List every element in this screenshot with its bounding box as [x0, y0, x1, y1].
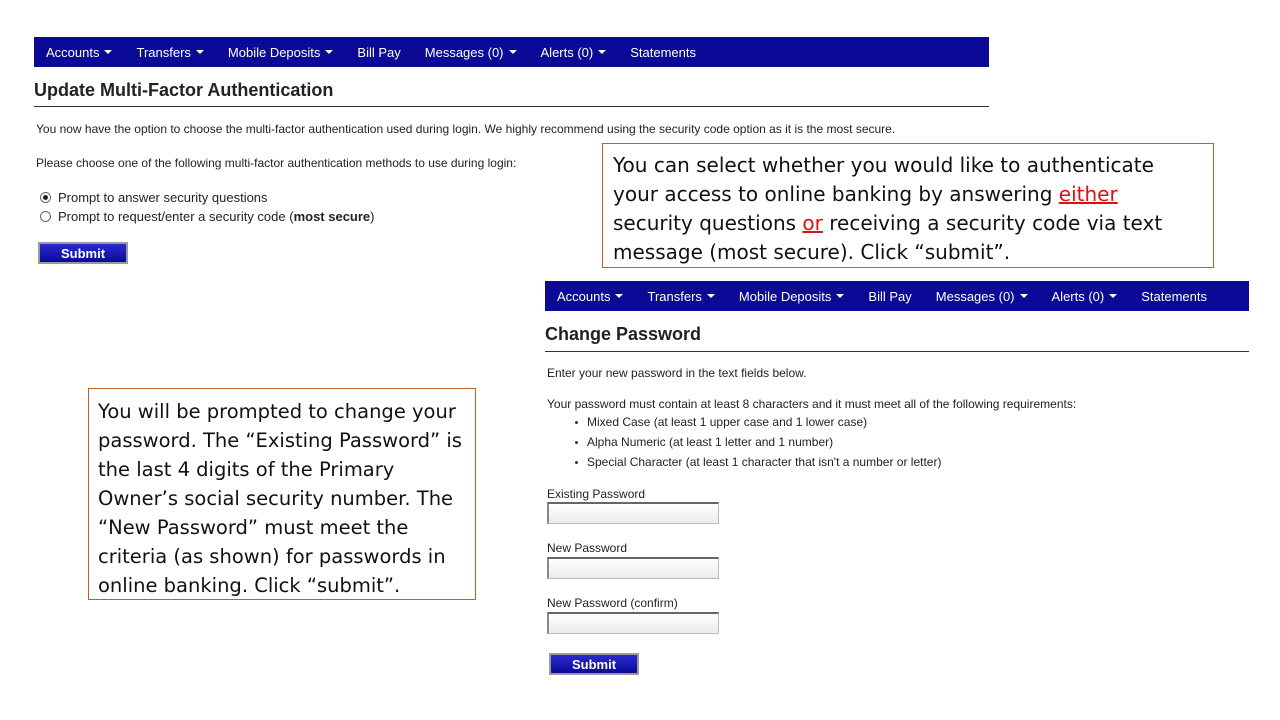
nav-statements[interactable] [1129, 289, 1219, 304]
existing-password-field[interactable] [547, 502, 719, 524]
confirm-password-label: New Password (confirm) [547, 596, 678, 610]
password-intro-text: Enter your new password in the text fields below. [547, 366, 807, 380]
mfa-page-title: Update Multi-Factor Authentication [34, 80, 334, 100]
password-requirements-list [575, 412, 941, 472]
list-item: Special Character (at least 1 character that isn't a number or letter) [575, 452, 941, 472]
nav-label: Statements [1141, 288, 1208, 304]
password-instruction-callout: You will be prompted to change your password. The “Existing Password” is the last 4 digits of the Primary Owner’s social security number. The “New Password” must meet the criteria (as shown) for passwords in online banking. Click “submit”. [88, 388, 476, 600]
nav-label: Transfers [647, 288, 702, 304]
mfa-option-questions[interactable] [40, 190, 268, 205]
password-page-title: Change Password [545, 324, 702, 344]
main-nav-top [34, 37, 989, 67]
caret-down-icon [1109, 294, 1117, 298]
radio-unselected[interactable] [40, 211, 51, 222]
password-submit-button[interactable]: Submit [549, 653, 639, 675]
option-label: Prompt to request/enter a security code (most secure) [58, 209, 375, 224]
existing-password-label: Existing Password [547, 487, 646, 501]
nav-label: Transfers [136, 44, 191, 60]
nav-mobile-deposits[interactable] [216, 45, 346, 60]
mfa-prompt-text: Please choose one of the following multi-factor authentication methods to use during login: [36, 156, 517, 170]
nav-transfers[interactable] [635, 289, 726, 304]
password-requirements-intro: Your password must contain at least 8 characters and it must meet all of the following requirements: [547, 397, 1077, 411]
nav-transfers[interactable] [124, 45, 215, 60]
main-nav-password [545, 281, 1249, 311]
nav-label: Accounts [46, 44, 100, 60]
nav-bill-pay[interactable] [345, 45, 412, 60]
nav-label: Alerts (0) [1051, 288, 1105, 304]
new-password-field[interactable] [547, 557, 719, 579]
nav-statements[interactable] [618, 45, 708, 60]
nav-accounts[interactable] [34, 45, 124, 60]
confirm-password-field[interactable] [547, 612, 719, 634]
emphasis-either: either [1058, 182, 1118, 206]
emphasis-or: or [802, 211, 823, 235]
option-label: Prompt to answer security questions [58, 190, 268, 205]
nav-mobile-deposits[interactable] [727, 289, 857, 304]
caret-down-icon [615, 294, 623, 298]
password-title-divider [545, 351, 1249, 352]
nav-label: Bill Pay [357, 44, 401, 60]
radio-selected[interactable] [40, 192, 51, 203]
caret-down-icon [836, 294, 844, 298]
caret-down-icon [598, 50, 606, 54]
nav-messages[interactable] [924, 289, 1040, 304]
mfa-option-security-code[interactable] [40, 209, 375, 224]
bullet-icon [575, 461, 578, 464]
nav-alerts[interactable] [1040, 289, 1130, 304]
nav-label: Mobile Deposits [227, 44, 321, 60]
mfa-instruction-callout: You can select whether you would like to authenticate your access to online banking by answering either security questions or receiving a security code via text message (most secure). Click “submit”. [602, 143, 1214, 268]
bullet-icon [575, 441, 578, 444]
nav-messages[interactable] [413, 45, 529, 60]
nav-label: Accounts [557, 288, 611, 304]
caret-down-icon [325, 50, 333, 54]
nav-label: Messages (0) [424, 44, 504, 60]
nav-alerts[interactable] [529, 45, 619, 60]
nav-label: Messages (0) [935, 288, 1015, 304]
nav-label: Bill Pay [868, 288, 912, 304]
new-password-label: New Password [547, 541, 628, 555]
nav-accounts[interactable] [545, 289, 635, 304]
mfa-submit-button[interactable]: Submit [38, 242, 128, 264]
nav-label: Mobile Deposits [738, 288, 832, 304]
caret-down-icon [104, 50, 112, 54]
nav-label: Statements [630, 44, 697, 60]
list-item: Mixed Case (at least 1 upper case and 1 lower case) [575, 412, 941, 432]
caret-down-icon [1020, 294, 1028, 298]
caret-down-icon [196, 50, 204, 54]
bullet-icon [575, 421, 578, 424]
nav-bill-pay[interactable] [856, 289, 923, 304]
caret-down-icon [707, 294, 715, 298]
list-item: Alpha Numeric (at least 1 letter and 1 number) [575, 432, 941, 452]
nav-label: Alerts (0) [540, 44, 594, 60]
caret-down-icon [509, 50, 517, 54]
mfa-intro-text: You now have the option to choose the multi-factor authentication used during login. We highly recommend using the security code option as it is the most secure. [36, 122, 896, 136]
mfa-title-divider [34, 106, 989, 107]
